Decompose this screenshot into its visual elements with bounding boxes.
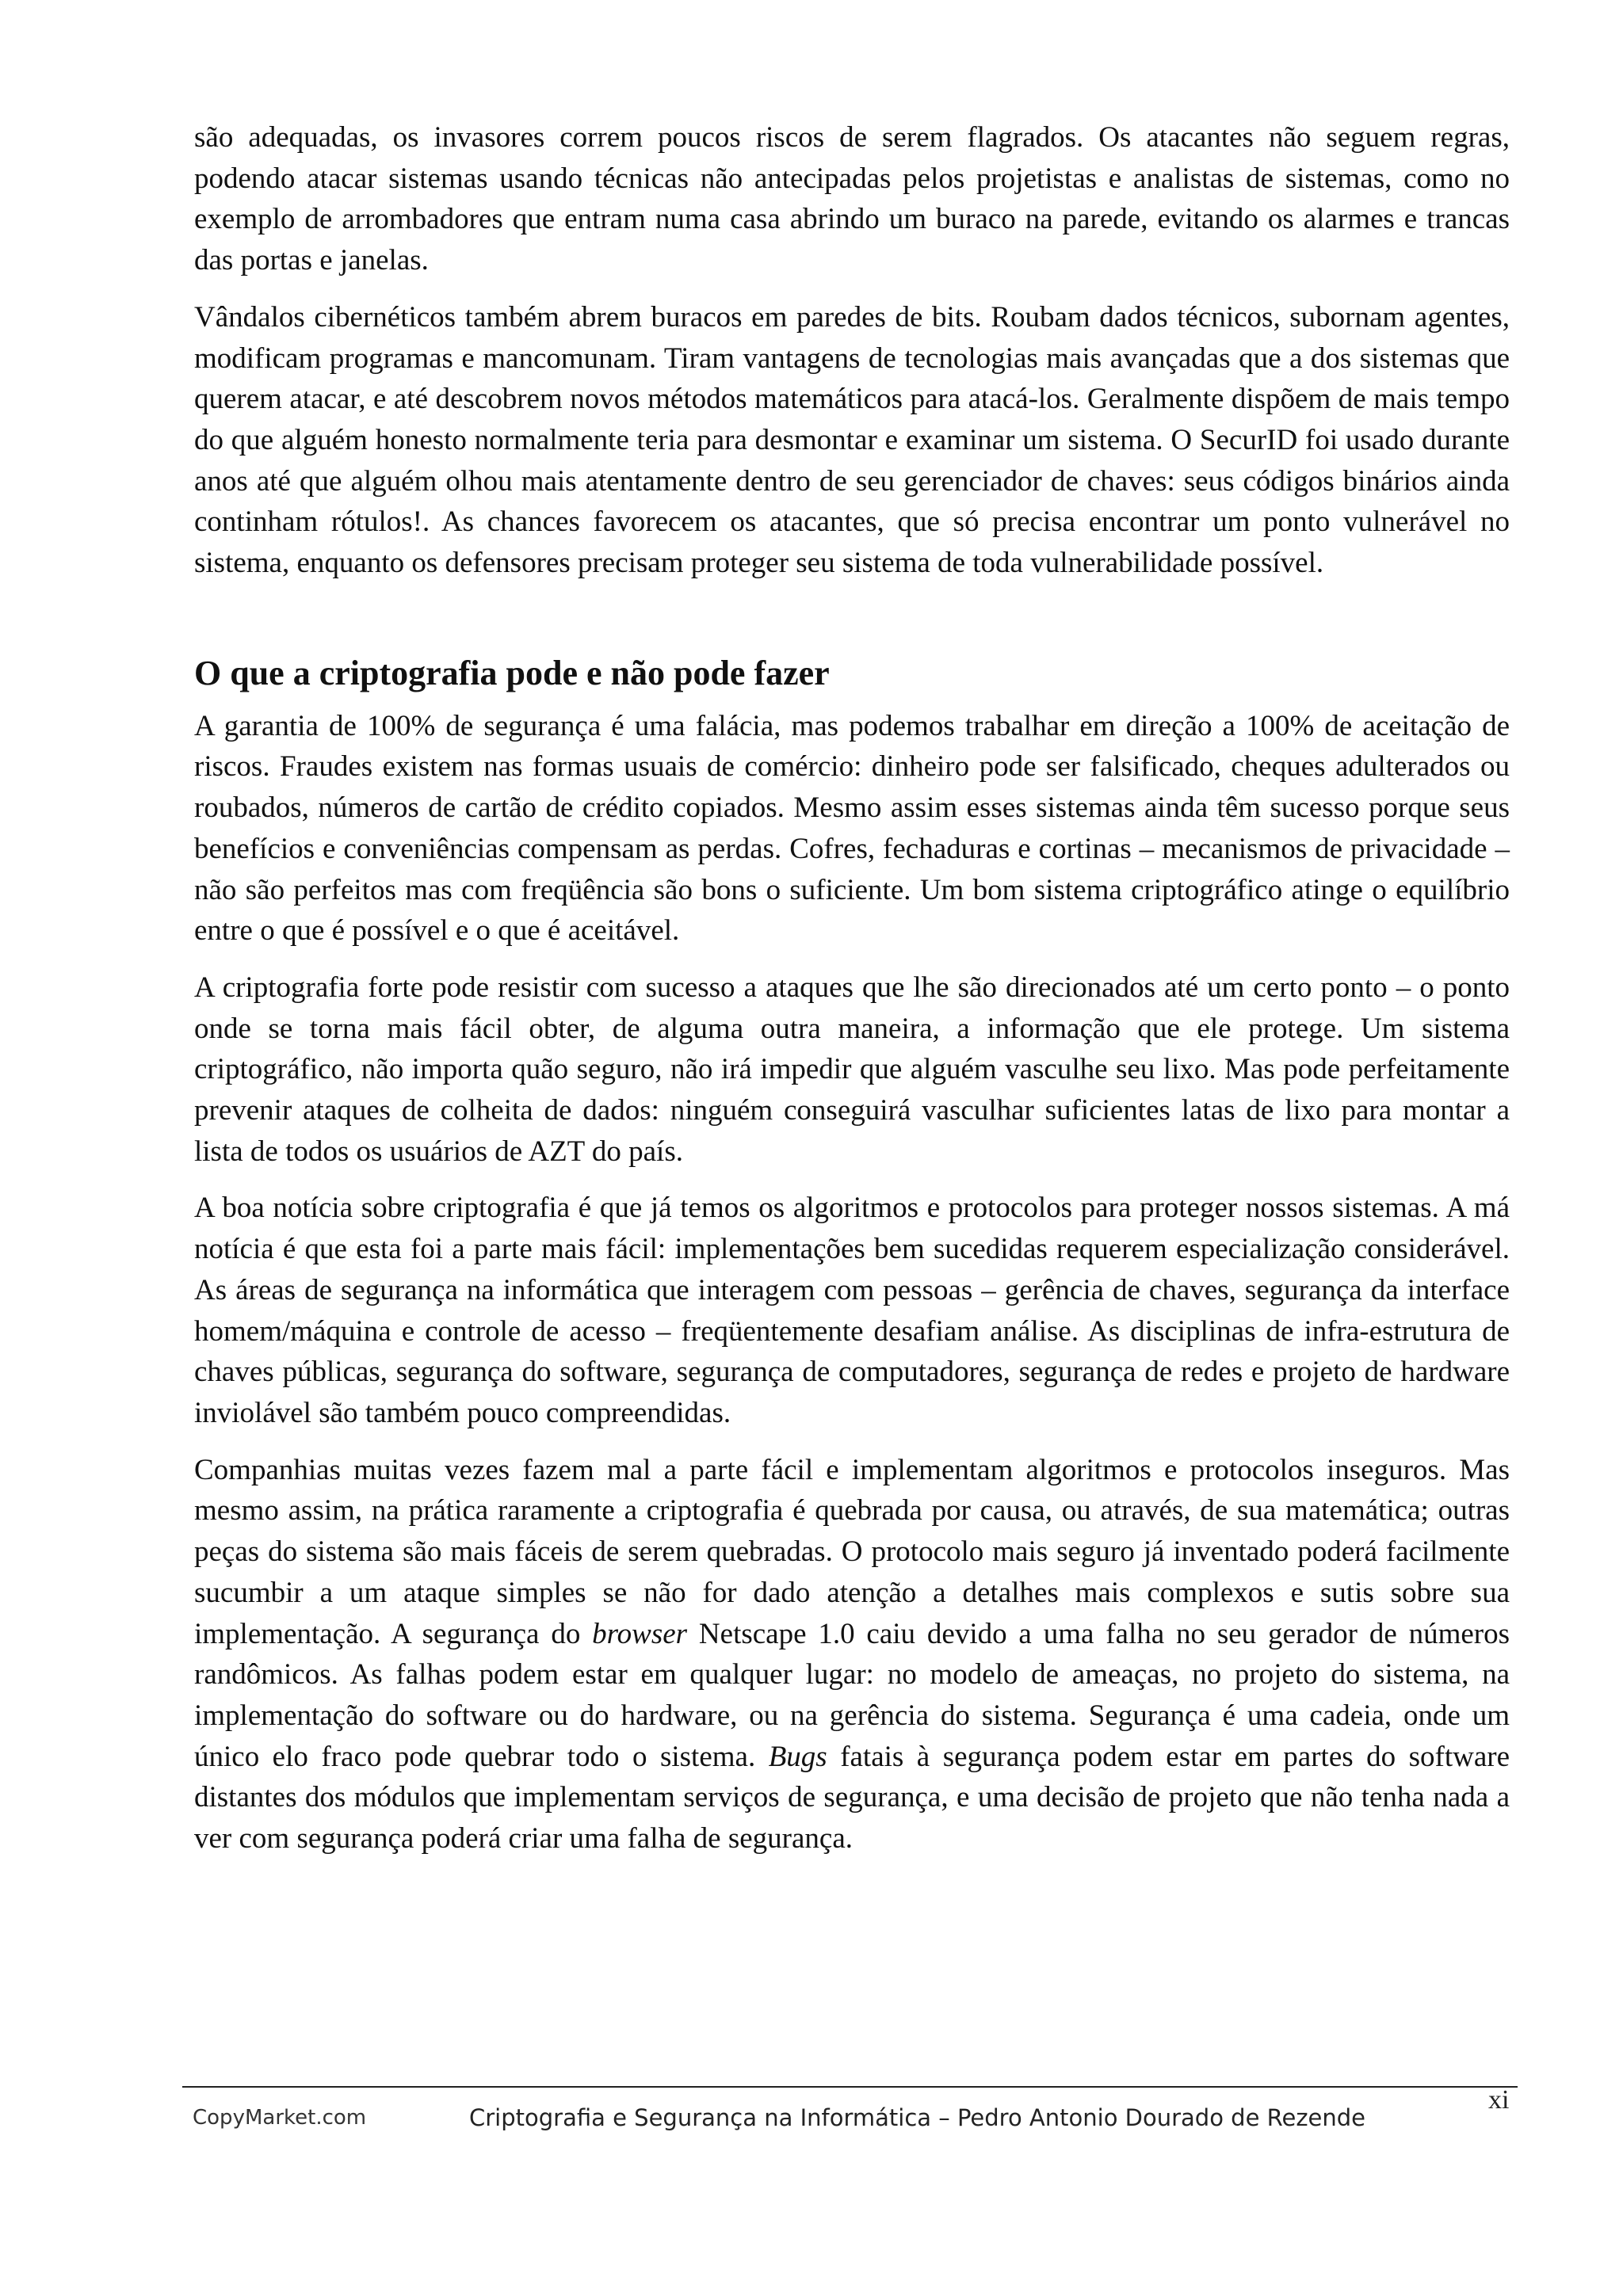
footer-site: CopyMarket.com xyxy=(193,2106,367,2130)
footer-divider xyxy=(182,2086,1518,2088)
paragraph-text: Companhias muitas vezes fazem mal a parte fácil e implementam algoritmos e protocolos inseguros. Mas mesmo assim, na prática raramente a criptografia é quebrada por causa, ou através, de sua matemática; outras peças do sistema são mais fáceis de serem quebradas. O protocolo mais seguro já inventado poderá facilmente sucumbir a um ataque simples se não for dado atenção a detalhes mais complexos e sutis sobre sua implementação. A segurança do xyxy=(194,1453,1510,1650)
paragraph-text: fatais à segurança podem estar em partes do software distantes dos módulos que implementam serviços de segurança, e uma decisão de projeto que não tenha nada a ver com segurança poderá criar uma falha de segurança. xyxy=(194,1740,1510,1855)
footer-book-title: Criptografia e Segurança na Informática – Pedro Antonio Dourado de Rezende xyxy=(469,2104,1366,2131)
body-paragraph: A boa notícia sobre criptografia é que já temos os algoritmos e protocolos para proteger nossos sistemas. A má notícia é que esta foi a parte mais fácil: implementações bem sucedidas requerem especialização considerável. As áreas de segurança na informática que interagem com pessoas – gerência de chaves, segurança da interface homem/máquina e controle de acesso – freqüentemente desafiam análise. As disciplinas de infra-estrutura de chaves públicas, segurança do software, segurança de computadores, segurança de redes e projeto de hardware inviolável são também pouco compreendidas. xyxy=(194,1192,1510,1429)
emphasis-browser: browser xyxy=(592,1617,688,1650)
page-body xyxy=(194,117,1510,1875)
section-heading: O que a criptografia pode e não pode fazer xyxy=(194,653,830,692)
body-paragraph: Vândalos cibernéticos também abrem buracos em paredes de bits. Roubam dados técnicos, subornam agentes, modificam programas e mancomunam. Tiram vantagens de tecnologias mais avançadas que a dos sistemas que querem atacar, e até descobrem novos métodos matemáticos para atacá-los. Geralmente dispõem de mais tempo do que alguém honesto normalmente teria para desmontar e examinar um sistema. O SecurID foi usado durante anos até que alguém olhou mais atentamente dentro de seu gerenciador de chaves: seus códigos binários ainda continham rótulos!. As chances favorecem os atacantes, que só precisa encontrar um ponto vulnerável no sistema, enquanto os defensores precisam proteger seu sistema de toda vulnerabilidade possível. xyxy=(194,300,1510,580)
body-paragraph-last xyxy=(194,1450,1510,1859)
body-paragraph: são adequadas, os invasores correm poucos riscos de serem flagrados. Os atacantes não seguem regras, podendo atacar sistemas usando técnicas não antecipadas pelos projetistas e analistas de sistemas, como no exemplo de arrombadores que entram numa casa abrindo um buraco na parede, evitando os alarmes e trancas das portas e janelas. xyxy=(194,121,1510,277)
body-paragraph: A garantia de 100% de segurança é uma falácia, mas podemos trabalhar em direção a 100% de aceitação de riscos. Fraudes existem nas formas usuais de comércio: dinheiro pode ser falsificado, cheques adulterados ou roubados, números de cartão de crédito copiados. Mesmo assim esses sistemas ainda têm sucesso porque seus benefícios e conveniências compensam as perdas. Cofres, fechaduras e cortinas – mecanismos de privacidade – não são perfeitos mas com freqüência são bons o suficiente. Um bom sistema criptográfico atinge o equilíbrio entre o que é possível e o que é aceitável. xyxy=(194,709,1510,948)
page-number: xi xyxy=(1488,2085,1510,2115)
emphasis-bugs: Bugs xyxy=(768,1740,827,1773)
body-paragraph: A criptografia forte pode resistir com sucesso a ataques que lhe são direcionados até um certo ponto – o ponto onde se torna mais fácil obter, de alguma outra maneira, a informação que ele protege. Um sistema criptográfico, não importa quão seguro, não irá impedir que alguém vasculhe seu lixo. Mas pode perfeitamente prevenir ataques de colheita de dados: ninguém conseguirá vasculhar suficientes latas de lixo para montar a lista de todos os usuários de AZT do país. xyxy=(194,971,1510,1168)
paragraph-text: Netscape 1.0 caiu devido a uma falha no seu gerador de números randômicos. As falhas podem estar em qualquer lugar: no modelo de ameaças, no projeto do sistema, na implementação do software ou do hardware, ou na gerência do sistema. Segurança é uma cadeia, onde um único elo fraco pode quebrar todo o sistema. xyxy=(194,1617,1510,1773)
